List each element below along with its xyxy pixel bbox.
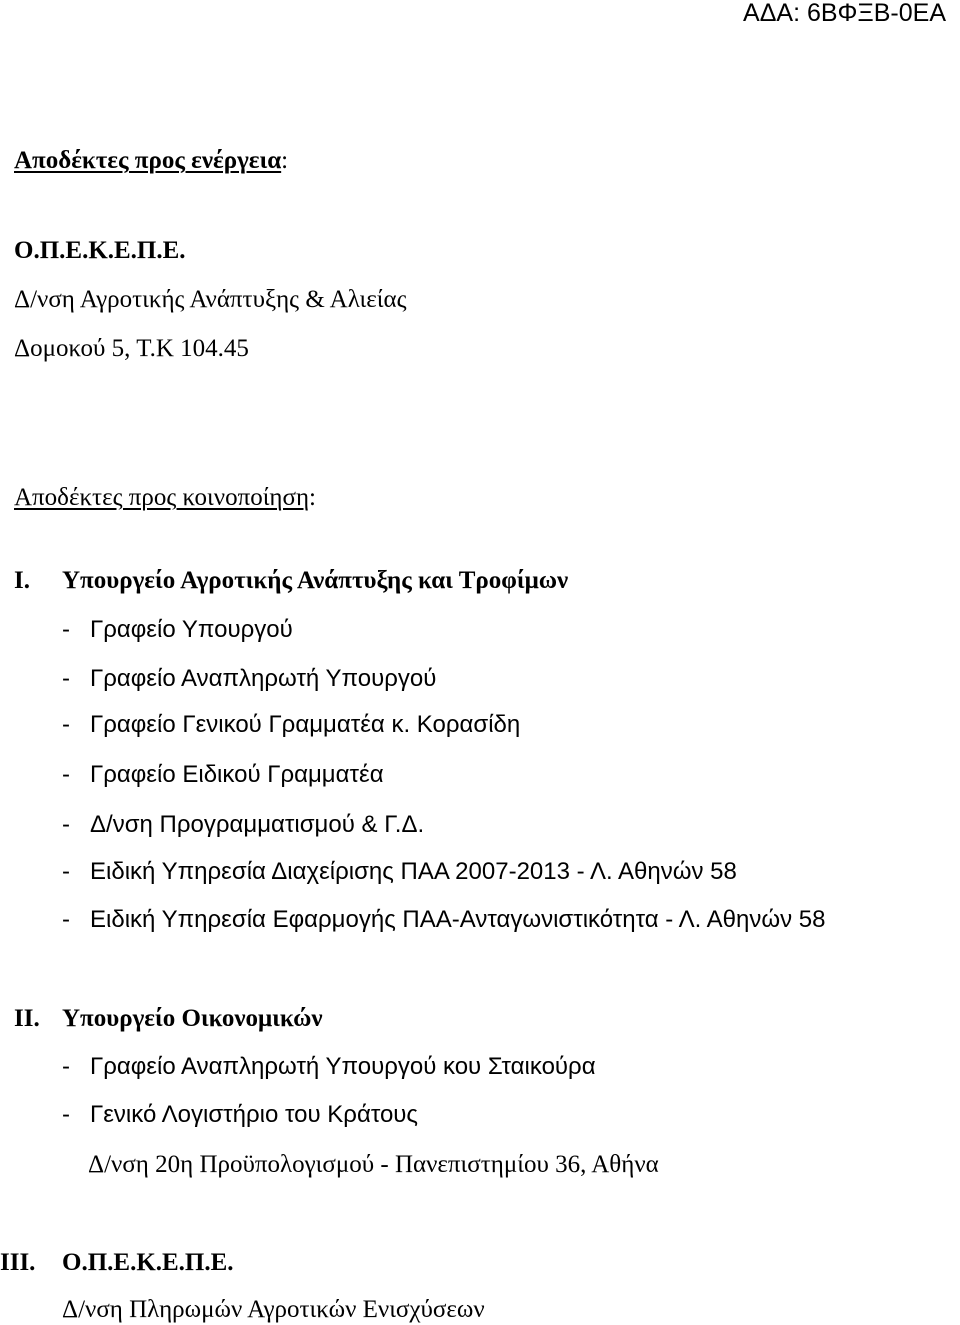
- list-item: - Γραφείο Αναπληρωτή Υπουργού κου Σταικούρα: [62, 1053, 596, 1080]
- document-id: ΑΔΑ: 6ΒΦΞΒ-0ΕΑ: [743, 0, 946, 27]
- recipient-department: Δ/νση Αγροτικής Ανάπτυξης & Αλιείας: [14, 286, 407, 313]
- notification-recipients-heading-text: Αποδέκτες προς κοινοποίηση: [14, 484, 310, 511]
- list-item: - Ειδική Υπηρεσία Εφαρμογής ΠΑΑ-Ανταγωνιστικότητα - Λ. Αθηνών 58: [62, 906, 826, 933]
- group-3-numeral: III.: [0, 1249, 36, 1276]
- action-recipients-heading-colon: :: [281, 147, 289, 174]
- list-item: - Γραφείο Γενικού Γραμματέα κ. Κορασίδη: [62, 711, 521, 738]
- action-recipients-heading: [14, 146, 288, 176]
- action-recipients-heading-text: Αποδέκτες προς ενέργεια: [14, 147, 282, 174]
- notification-recipients-heading-colon: :: [309, 484, 316, 511]
- list-item: - Ειδική Υπηρεσία Διαχείρισης ΠΑΑ 2007-2013 - Λ. Αθηνών 58: [62, 858, 737, 885]
- list-item: - Γραφείο Αναπληρωτή Υπουργού: [62, 665, 437, 692]
- list-item: - Δ/νση Προγραμματισμού & Γ.Δ.: [62, 811, 425, 838]
- group-1-numeral: I.: [14, 567, 30, 594]
- group-2-numeral: II.: [14, 1005, 40, 1032]
- group-3-title-row: [0, 1248, 234, 1278]
- recipient-organization: Ο.Π.Ε.Κ.Ε.Π.Ε.: [14, 237, 186, 264]
- group-2-title: Υπουργείο Οικονομικών: [62, 1005, 323, 1032]
- group-1-title: Υπουργείο Αγροτικής Ανάπτυξης και Τροφίμων: [62, 567, 569, 594]
- recipient-address: Δομοκού 5, Τ.Κ 104.45: [14, 335, 249, 362]
- group-2-title-row: [14, 1004, 323, 1034]
- group-3-note: Δ/νση Πληρωμών Αγροτικών Ενισχύσεων: [62, 1296, 485, 1323]
- notification-recipients-heading: [14, 483, 316, 513]
- list-item: - Γραφείο Ειδικού Γραμματέα: [62, 761, 384, 788]
- group-3-title: Ο.Π.Ε.Κ.Ε.Π.Ε.: [62, 1249, 234, 1276]
- group-1-title-row: [14, 566, 568, 596]
- list-item: - Γενικό Λογιστήριο του Κράτους: [62, 1101, 418, 1128]
- group-2-note: Δ/νση 20η Προϋπολογισμού - Πανεπιστημίου 36, Αθήνα: [88, 1151, 659, 1178]
- list-item: - Γραφείο Υπουργού: [62, 616, 293, 643]
